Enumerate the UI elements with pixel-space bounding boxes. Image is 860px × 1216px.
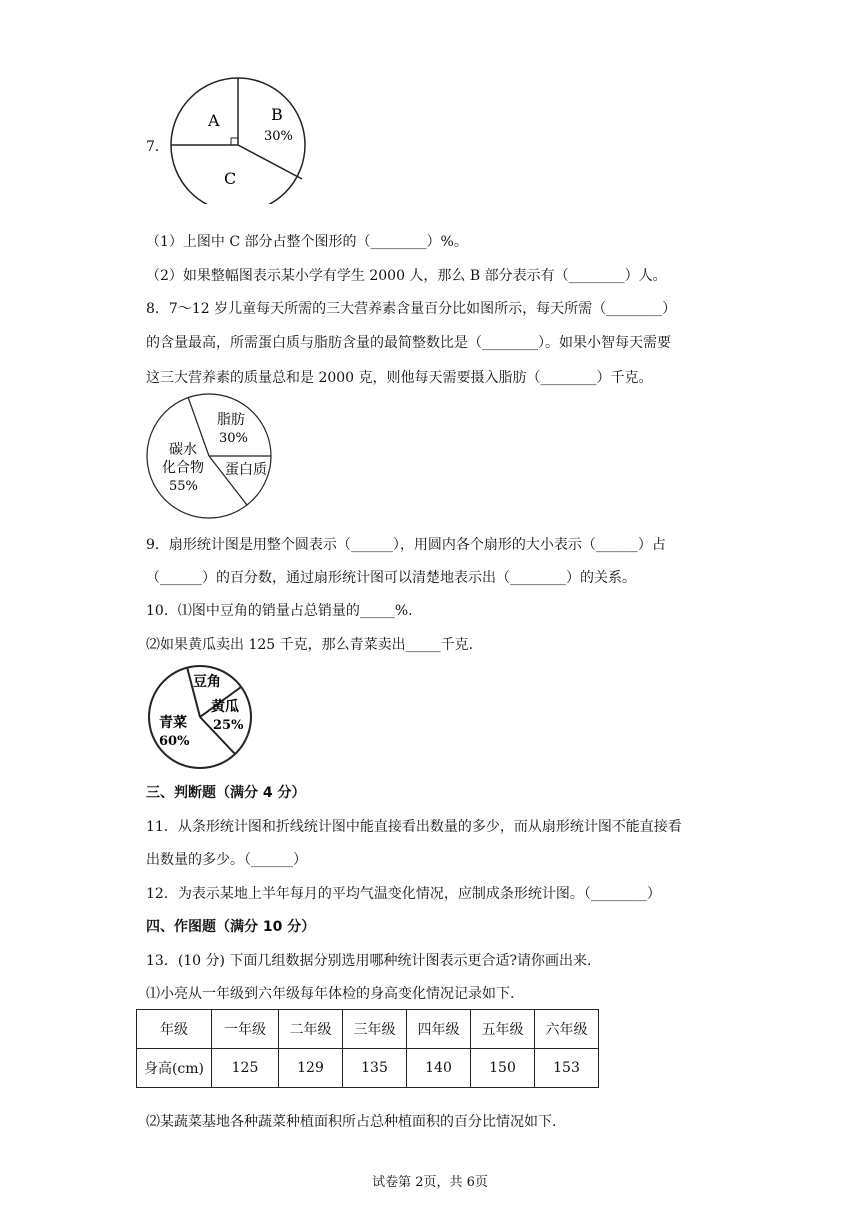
q8-pie-fat: 脂肪 — [217, 412, 245, 428]
q10-pie-greens-pct: 60% — [159, 734, 190, 749]
table-cell: 150 — [471, 1049, 535, 1088]
q8-pie-carb-2: 化合物 — [162, 460, 204, 476]
section-3-heading: 三、判断题（满分 4 分） — [146, 785, 306, 801]
q13-line2: ⑴小亮从一年级到六年级每年体检的身高变化情况记录如下. — [146, 986, 515, 1002]
q7-pie-pct-b: 30% — [264, 129, 293, 144]
q8-pie-fat-pct: 30% — [219, 431, 248, 446]
q10-pie-greens: 青菜 — [159, 715, 187, 731]
q13-line1: 13．(10 分) 下面几组数据分别选用哪种统计图表示更合适?请你画出来. — [146, 953, 592, 969]
q7-pie-label-b: B — [271, 105, 283, 124]
section-4-heading: 四、作图题（满分 10 分） — [146, 919, 316, 935]
q11-line1: 11．从条形统计图和折线统计图中能直接看出数量的多少，而从扇形统计图不能直接看 — [146, 819, 682, 835]
q10-pie-bean: 豆角 — [193, 674, 221, 690]
q10-pie-chart — [145, 665, 257, 770]
table-cell: 153 — [535, 1049, 599, 1088]
height-table — [136, 1009, 599, 1088]
table-cell: 129 — [279, 1049, 343, 1088]
q10-pie-cucumber: 黄瓜 — [211, 699, 239, 715]
table-cell: 140 — [407, 1049, 471, 1088]
table-header-cell: 二年级 — [279, 1010, 343, 1049]
q7-number: 7． — [146, 139, 169, 155]
table-header-cell: 六年级 — [535, 1010, 599, 1049]
table-row — [137, 1049, 599, 1088]
q8-line1: 8．7～12 岁儿童每天所需的三大营养素含量百分比如图所示，每天所需（________） — [146, 301, 677, 317]
q7-sub1: （1）上图中 C 部分占整个图形的（________）%。 — [146, 234, 468, 250]
table-row — [137, 1010, 599, 1049]
q12-line: 12．为表示某地上半年每月的平均气温变化情况，应制成条形统计图。（________） — [146, 886, 661, 902]
q9-line1: 9．扇形统计图是用整个圆表示（______），用圆内各个扇形的大小表示（______）占 — [146, 537, 666, 553]
table-header-cell: 四年级 — [407, 1010, 471, 1049]
q8-line2: 的含量最高，所需蛋白质与脂肪含量的最简整数比是（________）。如果小智每天需要 — [146, 335, 671, 351]
table-cell: 135 — [343, 1049, 407, 1088]
table-cell: 身高(cm) — [137, 1049, 212, 1088]
q7-pie-chart — [168, 74, 308, 204]
q11-line2: 出数量的多少。（______） — [146, 852, 307, 868]
q10-line1: 10．⑴图中豆角的销量占总销量的_____%. — [146, 603, 413, 619]
q8-pie-carb-pct: 55% — [169, 479, 198, 494]
q10-line2: ⑵如果黄瓜卖出 125 千克，那么青菜卖出_____千克. — [146, 637, 474, 653]
table-header-cell: 三年级 — [343, 1010, 407, 1049]
q8-pie-protein: 蛋白质 — [225, 462, 267, 478]
q8-pie-carb-1: 碳水 — [169, 442, 197, 458]
q7-pie-label-a: A — [208, 111, 220, 130]
table-header-cell: 年级 — [137, 1010, 212, 1049]
table-cell: 125 — [212, 1049, 279, 1088]
q7-pie-label-c: C — [224, 169, 237, 188]
table-header-cell: 五年级 — [471, 1010, 535, 1049]
q13-line3: ⑵某蔬菜基地各种蔬菜种植面积所占总种植面积的百分比情况如下. — [146, 1114, 557, 1130]
page-footer: 试卷第 2页，共 6页 — [372, 1175, 488, 1190]
q8-line3: 这三大营养素的质量总和是 2000 克，则他每天需要摄入脂肪（________）千克。 — [146, 370, 653, 386]
q7-sub2: （2）如果整幅图表示某小学有学生 2000 人，那么 B 部分表示有（________）人。 — [146, 268, 667, 284]
q9-line2: （______）的百分数，通过扇形统计图可以清楚地表示出（________）的关系。 — [146, 570, 636, 586]
q8-pie-chart — [143, 392, 283, 524]
table-header-cell: 一年级 — [212, 1010, 279, 1049]
q10-pie-cucumber-pct: 25% — [213, 718, 244, 733]
